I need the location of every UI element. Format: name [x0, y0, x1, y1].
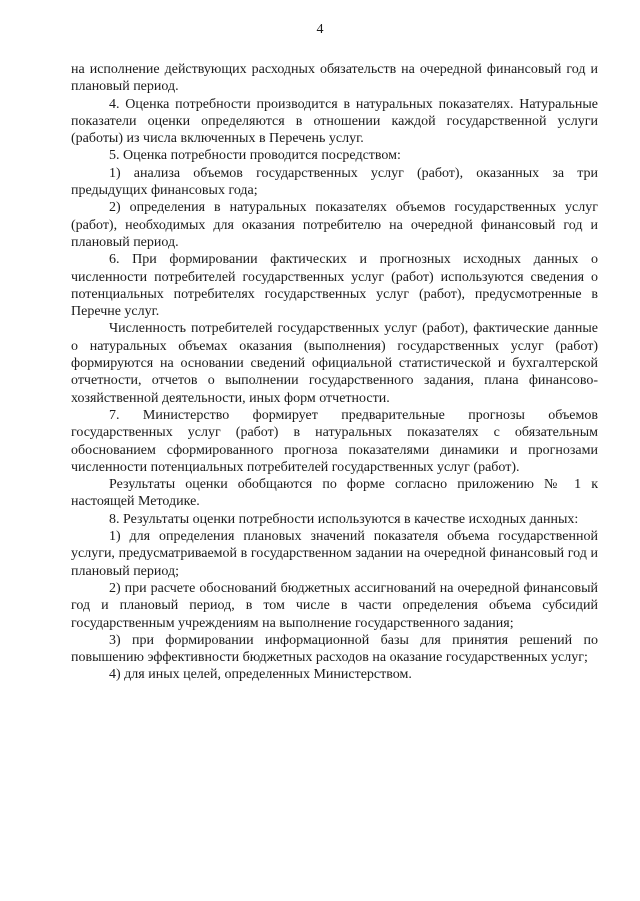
- document-body: [71, 61, 598, 684]
- paragraph-item-6: 6. При формировании фактических и прогнозных исходных данных о численности потребителей государственных услуг (работ) используются сведения о потенциальных потребителях государственных услуг (работ), предусмотренные в Перечне услуг.: [71, 252, 598, 320]
- paragraph-item-7: 7. Министерство формирует предварительные прогнозы объемов государственных услуг (работ) в натуральных показателях с обязательным обоснованием сформированного прогноза показателями динамики и прогнозами численности потенциальных потребителей государственных услуг (работ).: [71, 407, 598, 475]
- paragraph-continuation: на исполнение действующих расходных обязательств на очередной финансовый год и плановый период.: [71, 62, 598, 95]
- page-number: 4: [316, 22, 324, 37]
- paragraph-item-5: 5. Оценка потребности проводится посредством:: [109, 148, 401, 164]
- paragraph-item-4: 4. Оценка потребности производится в натуральных показателях. Натуральные показатели оценки определяются в отношении каждой государственной услуги (работы) из числа включенных в Перечень услуг.: [71, 96, 598, 147]
- paragraph-subitem-8-4: 4) для иных целей, определенных Министерством.: [109, 667, 412, 683]
- paragraph-item-8: 8. Результаты оценки потребности используются в качестве исходных данных:: [109, 511, 579, 527]
- paragraph-subitem-5-2: 2) определения в натуральных показателях объемов государственных услуг (работ), необходимых для оказания потребителю на очередной финансовый год и плановый период.: [71, 200, 598, 250]
- paragraph-subitem-8-2: 2) при расчете обоснований бюджетных ассигнований на очередной финансовый год и плановый период, в том числе в части определения объема субсидий государственным учреждениям на выполнение государственного задания;: [71, 580, 598, 631]
- paragraph-subitem-5-1: 1) анализа объемов государственных услуг (работ), оказанных за три предыдущих финансовых года;: [71, 165, 598, 199]
- paragraph-item-6-continued: Численность потребителей государственных услуг (работ), фактические данные о натуральных объемах оказания (выполнения) государственных услуг (работ) формируются на основании сведений официальной статистической и бухгалтерской отчетности, отчетов о выполнении государственного задания, плана финансово-хозяйственной деятельности, иных форм отчетности.: [71, 321, 598, 406]
- paragraph-subitem-8-3: 3) при формировании информационной базы для принятия решений по повышению эффективности бюджетных расходов на оказание государственных услуг;: [71, 632, 598, 666]
- paragraph-item-7-results: Результаты оценки обобщаются по форме согласно приложению № 1 к настоящей Методике.: [71, 477, 598, 510]
- paragraph-subitem-8-1: 1) для определения плановых значений показателя объема государственной услуги, предусматриваемой в государственном задании на очередной финансовый год и плановый период;: [71, 529, 598, 579]
